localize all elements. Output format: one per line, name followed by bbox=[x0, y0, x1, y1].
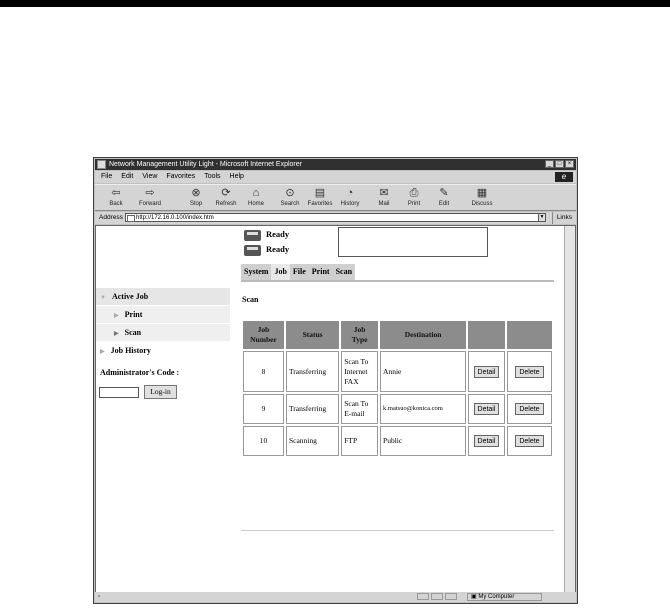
tab-job[interactable]: Job bbox=[271, 264, 289, 280]
admin-code-label: Administrator's Code : bbox=[100, 368, 180, 377]
status-cell bbox=[417, 593, 429, 600]
refresh-icon: ⟳ bbox=[221, 187, 231, 199]
header-job-type: Job Type bbox=[341, 321, 378, 349]
bullet-triangle-icon: ▶ bbox=[114, 313, 119, 319]
detail-button[interactable]: Detail bbox=[474, 435, 500, 447]
back-arrow-icon: ⇦ bbox=[111, 187, 121, 199]
delete-button[interactable]: Delete bbox=[515, 403, 543, 415]
sidebar-item-active-job[interactable]: ▼ Active Job bbox=[96, 288, 230, 305]
home-button[interactable]: ⌂ Home bbox=[247, 187, 264, 207]
admin-code-input[interactable] bbox=[99, 387, 139, 398]
search-icon: ⊙ bbox=[285, 187, 295, 199]
sidebar-item-scan[interactable]: ▶ Scan bbox=[96, 324, 230, 341]
menu-view[interactable]: View bbox=[142, 173, 158, 180]
cell-detail bbox=[468, 394, 505, 424]
header-job-number: Job Number bbox=[243, 321, 284, 349]
computer-icon: ▣ bbox=[471, 594, 479, 600]
minimize-button[interactable]: _ bbox=[545, 160, 554, 168]
login-button[interactable]: Log-in bbox=[144, 385, 177, 399]
detail-button[interactable]: Detail bbox=[474, 366, 500, 378]
tab-system[interactable]: System bbox=[244, 267, 269, 276]
cell-job-type: FTP bbox=[341, 426, 378, 456]
tab-print[interactable]: Print bbox=[311, 267, 330, 276]
menu-edit[interactable]: Edit bbox=[121, 173, 134, 180]
cell-detail bbox=[468, 351, 505, 392]
content-divider bbox=[241, 530, 554, 531]
edit-icon: ✎ bbox=[439, 187, 449, 199]
print-button[interactable]: ⎙ Print bbox=[407, 187, 421, 207]
collapse-triangle-icon: ▼ bbox=[100, 295, 106, 301]
section-title: Scan bbox=[242, 295, 259, 304]
browser-window bbox=[93, 157, 578, 604]
favorites-icon: ▤ bbox=[314, 187, 326, 199]
page-status-icon: ▫ bbox=[98, 594, 101, 600]
favorites-button[interactable]: ▤ Favorites bbox=[307, 187, 333, 207]
sidebar bbox=[96, 288, 230, 360]
status-row-scan: Ready bbox=[244, 244, 289, 256]
window-title: Network Management Utility Light - Microsoft Internet Explorer bbox=[109, 161, 302, 168]
refresh-button[interactable]: ⟳ Refresh bbox=[215, 187, 237, 207]
cell-destination: Public bbox=[380, 426, 466, 456]
stop-icon: ⊗ bbox=[191, 187, 201, 199]
delete-button[interactable]: Delete bbox=[515, 435, 543, 447]
discuss-icon: ▦ bbox=[476, 187, 488, 199]
bullet-triangle-icon: ▶ bbox=[100, 349, 105, 355]
edit-button[interactable]: ✎ Edit bbox=[438, 187, 450, 207]
cell-job-type: Scan To Internet FAX bbox=[341, 351, 378, 392]
printer-icon bbox=[244, 230, 261, 241]
stop-button[interactable]: ⊗ Stop bbox=[189, 187, 203, 207]
print-icon: ⎙ bbox=[409, 187, 419, 199]
top-border-bar bbox=[0, 0, 670, 7]
header-detail bbox=[468, 321, 505, 349]
maximize-button[interactable]: □ bbox=[555, 160, 564, 168]
mail-button[interactable]: ✉ Mail bbox=[378, 187, 390, 207]
zone-indicator: ▣ My Computer bbox=[467, 593, 542, 601]
forward-button[interactable]: ⇨ Forward bbox=[138, 187, 161, 207]
address-bar bbox=[95, 212, 576, 224]
tab-scan[interactable]: Scan bbox=[335, 267, 353, 276]
history-icon: ◔ bbox=[346, 187, 354, 199]
history-button[interactable]: ◔ History bbox=[340, 187, 360, 207]
search-button[interactable]: ⊙ Search bbox=[280, 187, 300, 207]
status-bar bbox=[95, 592, 576, 602]
cell-destination: k.matsuo@konica.com bbox=[380, 394, 466, 424]
cell-delete bbox=[507, 426, 552, 456]
scanner-icon bbox=[244, 245, 261, 256]
address-input[interactable] bbox=[125, 213, 545, 222]
tab-file[interactable]: File bbox=[292, 267, 306, 276]
cell-job-type: Scan To E-mail bbox=[341, 394, 378, 424]
menu-file[interactable]: File bbox=[101, 173, 113, 180]
sidebar-item-job-history[interactable]: ▶ Job History bbox=[96, 342, 230, 359]
cell-status: Transferring bbox=[286, 351, 339, 392]
jobs-table bbox=[241, 319, 554, 458]
home-icon: ⌂ bbox=[252, 187, 260, 199]
menu-tools[interactable]: Tools bbox=[204, 173, 221, 180]
cell-delete bbox=[507, 394, 552, 424]
menu-bar bbox=[95, 171, 576, 183]
back-button[interactable]: ⇦ Back bbox=[109, 187, 123, 207]
mail-icon: ✉ bbox=[379, 187, 389, 199]
cell-delete bbox=[507, 351, 552, 392]
address-url: http://172.16.0.100/index.htm bbox=[136, 215, 214, 221]
table-row bbox=[243, 351, 552, 392]
status-cell bbox=[431, 593, 443, 600]
message-box bbox=[338, 227, 488, 257]
sidebar-item-print[interactable]: ▶ Print bbox=[96, 306, 230, 323]
address-label: Address bbox=[99, 214, 123, 221]
page-icon bbox=[127, 215, 135, 222]
app-icon bbox=[97, 160, 106, 169]
detail-button[interactable]: Detail bbox=[474, 403, 500, 415]
menu-help[interactable]: Help bbox=[229, 173, 244, 180]
close-button[interactable]: × bbox=[565, 160, 574, 168]
cell-destination: Annie bbox=[380, 351, 466, 392]
tab-bar bbox=[241, 264, 355, 280]
header-delete bbox=[507, 321, 552, 349]
discuss-button[interactable]: ▦ Discuss bbox=[471, 187, 493, 207]
forward-arrow-icon: ⇨ bbox=[145, 187, 155, 199]
cell-job-number: 10 bbox=[243, 426, 284, 456]
table-header-row bbox=[243, 321, 552, 349]
header-destination: Destination bbox=[380, 321, 466, 349]
ie-logo-icon: e bbox=[555, 172, 573, 182]
header-status: Status bbox=[286, 321, 339, 349]
links-button[interactable]: Links bbox=[552, 212, 572, 224]
toolbar bbox=[95, 184, 576, 211]
table-row bbox=[243, 394, 552, 424]
cell-job-number: 9 bbox=[243, 394, 284, 424]
title-bar bbox=[95, 159, 576, 170]
tab-underline bbox=[241, 280, 554, 282]
status-cell bbox=[445, 593, 457, 600]
address-dropdown-icon[interactable]: ▼ bbox=[539, 214, 545, 220]
bullet-triangle-icon: ▶ bbox=[114, 331, 119, 337]
cell-job-number: 8 bbox=[243, 351, 284, 392]
cell-status: Transferring bbox=[286, 394, 339, 424]
cell-detail bbox=[468, 426, 505, 456]
vertical-scrollbar[interactable] bbox=[564, 226, 575, 593]
table-row bbox=[243, 426, 552, 456]
delete-button[interactable]: Delete bbox=[515, 366, 543, 378]
menu-favorites[interactable]: Favorites bbox=[166, 173, 196, 180]
status-row-print: Ready bbox=[244, 229, 289, 241]
page-content bbox=[95, 225, 576, 594]
cell-status: Scanning bbox=[286, 426, 339, 456]
